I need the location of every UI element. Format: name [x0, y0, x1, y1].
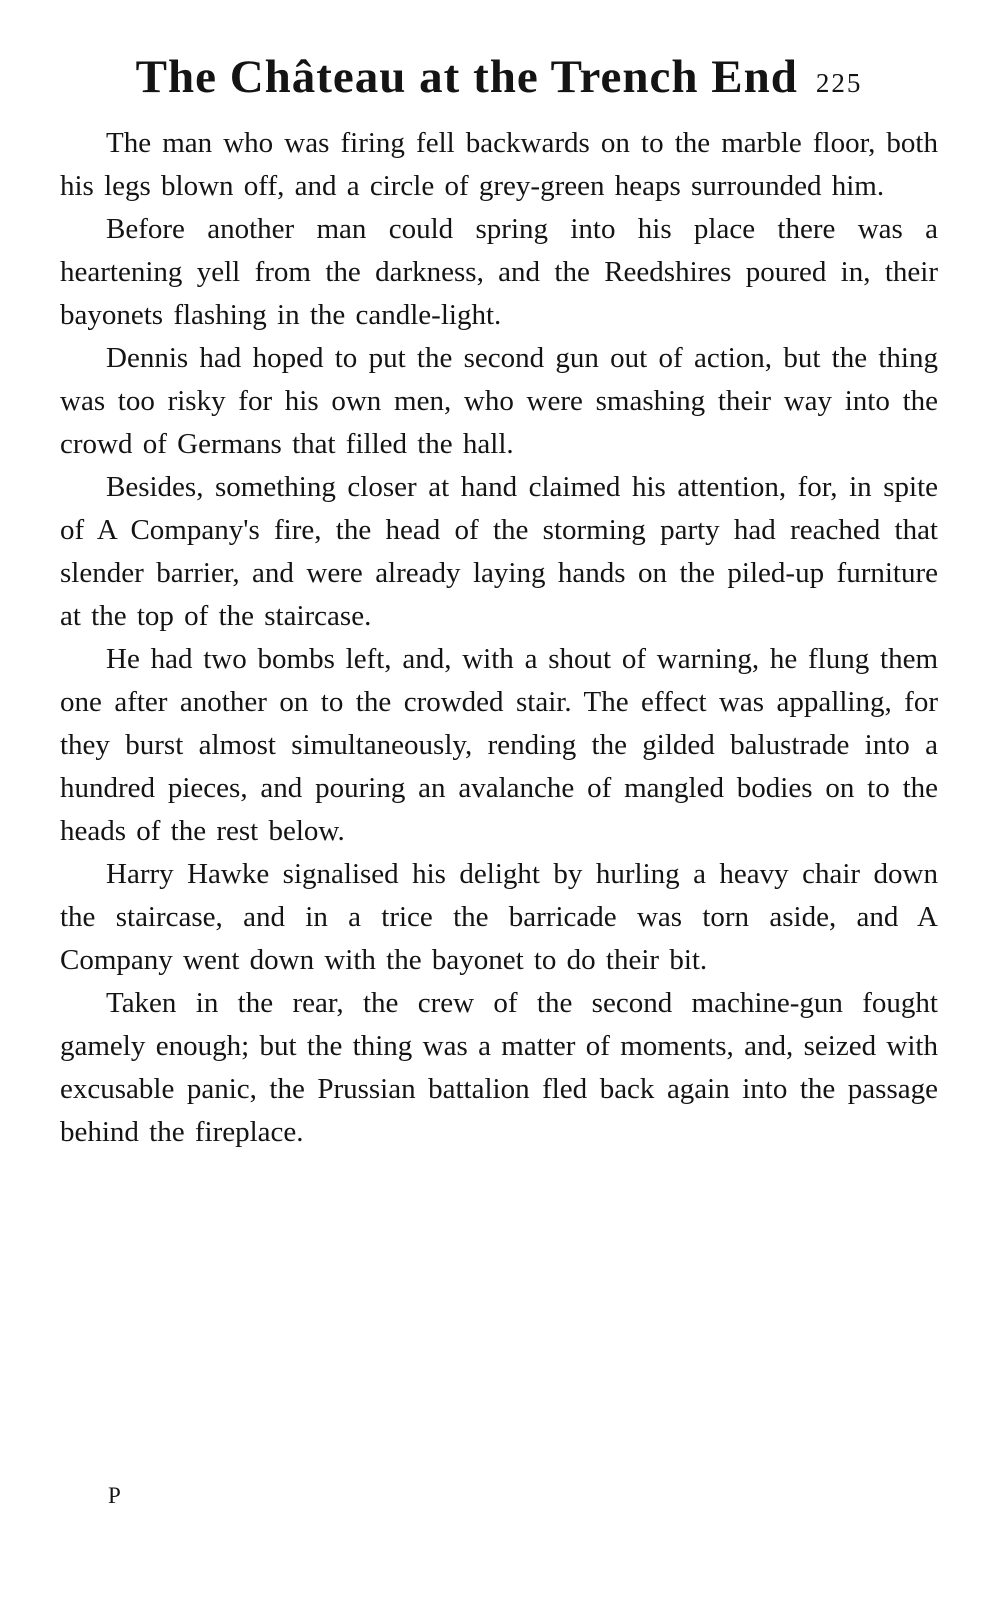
page-number: 225 — [815, 68, 863, 98]
page-title: The Château at the Trench End — [135, 51, 798, 103]
running-head — [60, 52, 938, 104]
body-paragraph-5: He had two bombs left, and, with a shout of warning, he flung them one after another on to the crowded stair. The effect was appalling, for they burst almost simultaneously, rending the gilded balustrade into a hundred pieces, and pouring an avalanche of mangled bodies on to the heads of the rest below. — [60, 642, 938, 847]
body-paragraph-2: Before another man could spring into his place there was a heartening yell from the darkness, and the Reedshires poured in, their bayonets flashing in the candle-light. — [60, 212, 938, 331]
body-paragraph-3: Dennis had hoped to put the second gun out of action, but the thing was too risky for his own men, who were smashing their way into the crowd of Germans that filled the hall. — [60, 341, 938, 460]
body-paragraph-7: Taken in the rear, the crew of the second machine-gun fought gamely enough; but the thing was a matter of moments, and, seized with excusable panic, the Prussian battalion fled back again into the passage behind the fireplace. — [60, 986, 938, 1148]
body-text — [60, 122, 938, 1154]
body-paragraph-4: Besides, something closer at hand claimed his attention, for, in spite of A Company's fire, the head of the storming party had reached that slender barrier, and were already laying hands on the piled-up furniture at the top of the staircase. — [60, 470, 938, 632]
body-paragraph-1: The man who was firing fell backwards on to the marble floor, both his legs blown off, and a circle of grey-green heaps surrounded him. — [60, 126, 938, 202]
printer-signature-mark: P — [108, 1483, 122, 1508]
body-paragraph-6: Harry Hawke signalised his delight by hurling a heavy chair down the staircase, and in a trice the barricade was torn aside, and A Company went down with the bayonet to do their bit. — [60, 857, 938, 976]
